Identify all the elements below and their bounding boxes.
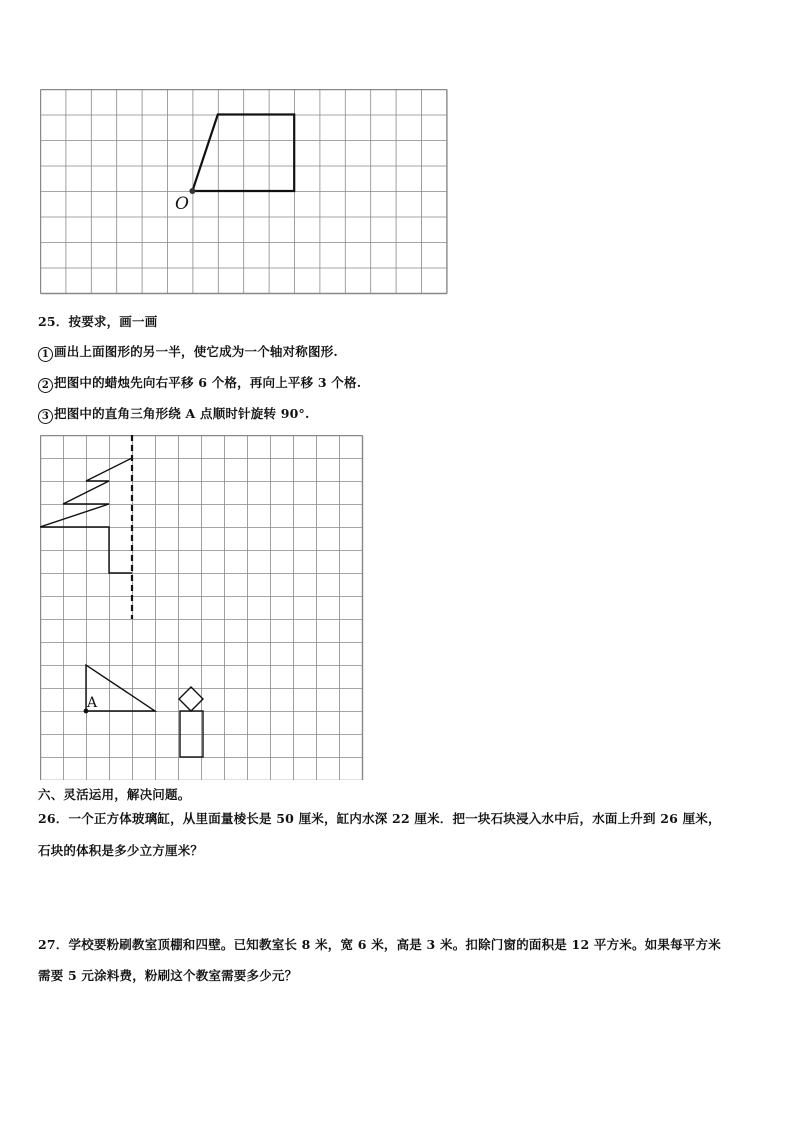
q26-line1: 26．一个正方体玻璃缸，从里面量棱长是 50 厘米，缸内水深 22 厘米．把一块石块浸入水中后，水面上升到 26 厘米， bbox=[38, 811, 721, 826]
figure2-grid-lines bbox=[41, 436, 363, 781]
q27-line1: 27．学校要粉刷教室顶棚和四壁。已知教室长 8 米，宽 6 米，高是 3 米。扣除门窗的面积是 12 平方米。如果每平方米 bbox=[38, 937, 721, 952]
section6-title: 六、灵活运用，解决问题。 bbox=[38, 787, 191, 802]
circled-number-3: 3 bbox=[38, 409, 53, 424]
circled-number-2: 2 bbox=[38, 378, 53, 393]
point-o-dot bbox=[189, 188, 195, 194]
figure2-grid bbox=[40, 435, 365, 780]
q25-title: 25．按要求，画一画 bbox=[38, 314, 158, 329]
figure2-svg bbox=[40, 435, 365, 780]
candle-flame bbox=[179, 687, 203, 711]
q25-item-2 bbox=[38, 375, 361, 393]
figure1-svg bbox=[40, 89, 448, 295]
q25-item-1-text: 画出上面图形的另一半，使它成为一个轴对称图形. bbox=[54, 344, 338, 359]
q27-line2: 需要 5 元涂料费，粉刷这个教室需要多少元？ bbox=[38, 968, 298, 983]
q26-line2: 石块的体积是多少立方厘米？ bbox=[38, 843, 204, 858]
q25-item-2-text: 把图中的蜡烛先向右平移 6 个格，再向上平移 3 个格. bbox=[54, 375, 362, 390]
point-a-label: A bbox=[87, 695, 98, 711]
q25-item-3-text: 把图中的直角三角形绕 A 点顺时针旋转 90°. bbox=[54, 406, 310, 421]
candle-body bbox=[180, 711, 203, 757]
q25-item-3 bbox=[38, 406, 310, 424]
half-tree-shape bbox=[40, 458, 132, 573]
circled-number-1: 1 bbox=[38, 347, 53, 362]
q25-item-1 bbox=[38, 344, 338, 362]
point-o-label: O bbox=[175, 194, 189, 214]
figure1-grid bbox=[40, 89, 448, 295]
